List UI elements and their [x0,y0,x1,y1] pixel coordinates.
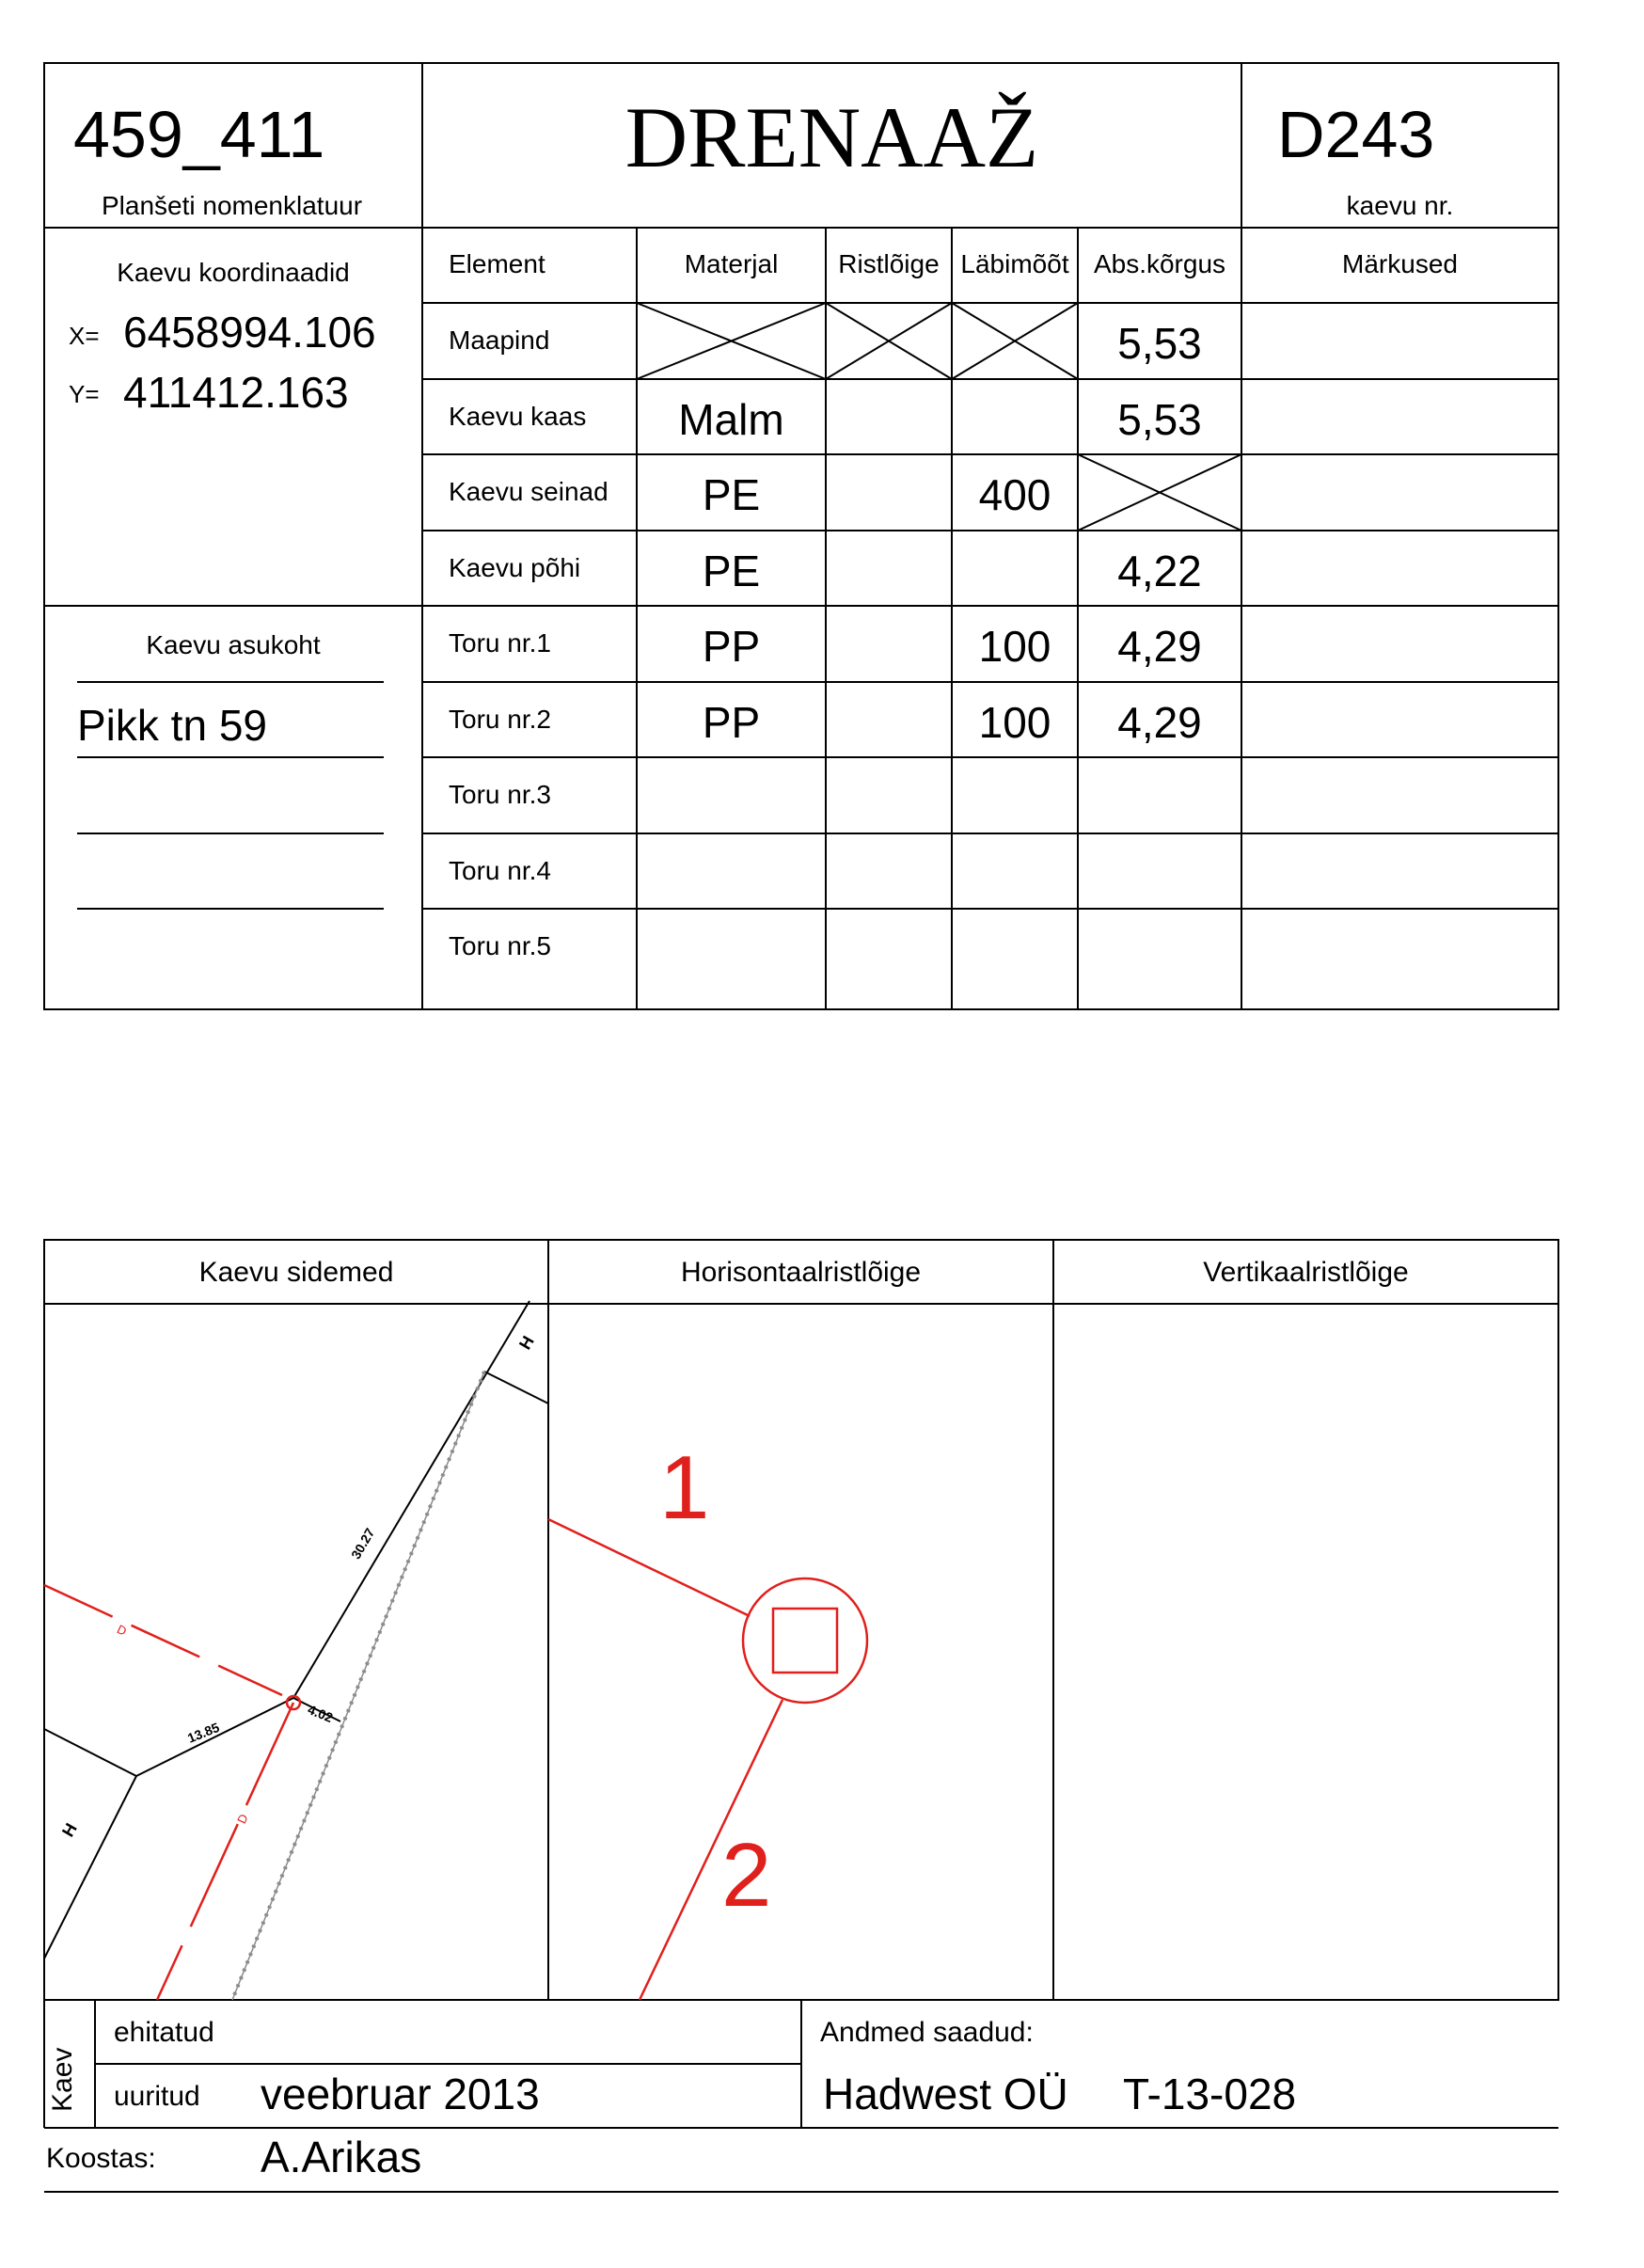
property-line [44,1776,136,1959]
author-label: Koostas: [46,2143,156,2174]
row-element-label: Kaevu seinad [449,477,609,506]
surveyed-label: uuritud [114,2081,200,2112]
sheet-number: 459_411 [73,98,325,171]
well-number-label: kaevu nr. [1346,191,1454,220]
row-element-label: Toru nr.5 [449,931,551,960]
vertical-section-title: Vertikaalristlõige [1203,1257,1409,1288]
row-diameter: 100 [978,622,1051,671]
surveyed-value: veebruar 2013 [261,2070,540,2118]
property-line [293,1301,530,1698]
pipe-2-label: 2 [721,1825,772,1926]
property-line [136,1698,293,1776]
location-label: Kaevu asukoht [146,630,321,659]
dimension-label: 13.85 [185,1719,222,1746]
pipe-1-line [548,1519,750,1616]
well-square [773,1609,837,1673]
column-header-notes: Märkused [1342,249,1458,278]
dimension-label: 4.02 [306,1702,336,1726]
built-label: ehitatud [114,2017,214,2048]
well-number: D243 [1277,98,1435,171]
hatch-symbol: H [58,1819,81,1840]
column-header-elevation: Abs.kõrgus [1093,249,1226,278]
column-header-diameter: Läbimõõt [960,249,1069,278]
property-line [484,1372,548,1404]
row-elevation: 4,22 [1117,547,1202,595]
row-elevation: 4,29 [1117,698,1202,747]
x-coordinate-label: X= [69,322,100,350]
well-circle [743,1578,867,1703]
author-name: A.Arikas [261,2133,422,2181]
drain-pipe-west [44,1585,282,1695]
ties-sketch [44,1301,548,2000]
dimension-label: 30.27 [348,1525,378,1562]
x-coordinate-value: 6458994.106 [123,308,376,357]
row-material: Malm [678,395,784,444]
row-diameter: 400 [978,470,1051,519]
row-diameter: 100 [978,698,1051,747]
row-material: PE [702,547,761,595]
row-element-label: Toru nr.2 [449,705,551,734]
hatch-symbol: H [515,1332,538,1353]
company-name: Hadwest OÜ [823,2070,1068,2118]
ties-panel-title: Kaevu sidemed [198,1257,394,1288]
fence-line-core [232,1372,484,2000]
property-line [44,1729,136,1776]
job-number: T-13-028 [1123,2070,1297,2118]
row-element-label: Maapind [449,325,550,355]
column-header-element: Element [449,249,545,278]
horizontal-section-title: Horisontaalristlõige [680,1257,922,1288]
y-coordinate-value: 411412.163 [123,368,349,417]
pipe-marker: D [234,1812,251,1826]
row-material: PP [702,622,761,671]
row-element-label: Kaevu põhi [449,553,581,582]
row-elevation: 5,53 [1117,395,1202,444]
row-element-label: Toru nr.3 [449,780,551,809]
row-material: PE [702,470,761,519]
row-element-label: Toru nr.4 [449,856,551,885]
column-header-material: Materjal [684,249,779,278]
row-elevation: 5,53 [1117,319,1202,368]
horizontal-section [548,1519,867,2000]
location-address: Pikk tn 59 [77,701,267,750]
kaev-label: Kaev [47,2047,78,2112]
row-element-label: Toru nr.1 [449,628,551,658]
row-element-label: Kaevu kaas [449,402,587,431]
sheet-label: Planšeti nomenklatuur [102,191,363,220]
pipe-1-label: 1 [659,1437,710,1538]
row-elevation: 4,29 [1117,622,1202,671]
data-source-label: Andmed saadud: [820,2017,1034,2048]
pipe-marker: D [115,1622,129,1639]
y-coordinate-label: Y= [69,380,100,408]
column-header-cross-section: Ristlõige [838,249,940,278]
document-title: DRENAAŽ [624,89,1039,185]
row-material: PP [702,698,761,747]
coordinates-label: Kaevu koordinaadid [117,258,350,287]
drain-pipe-south [157,1703,293,2000]
